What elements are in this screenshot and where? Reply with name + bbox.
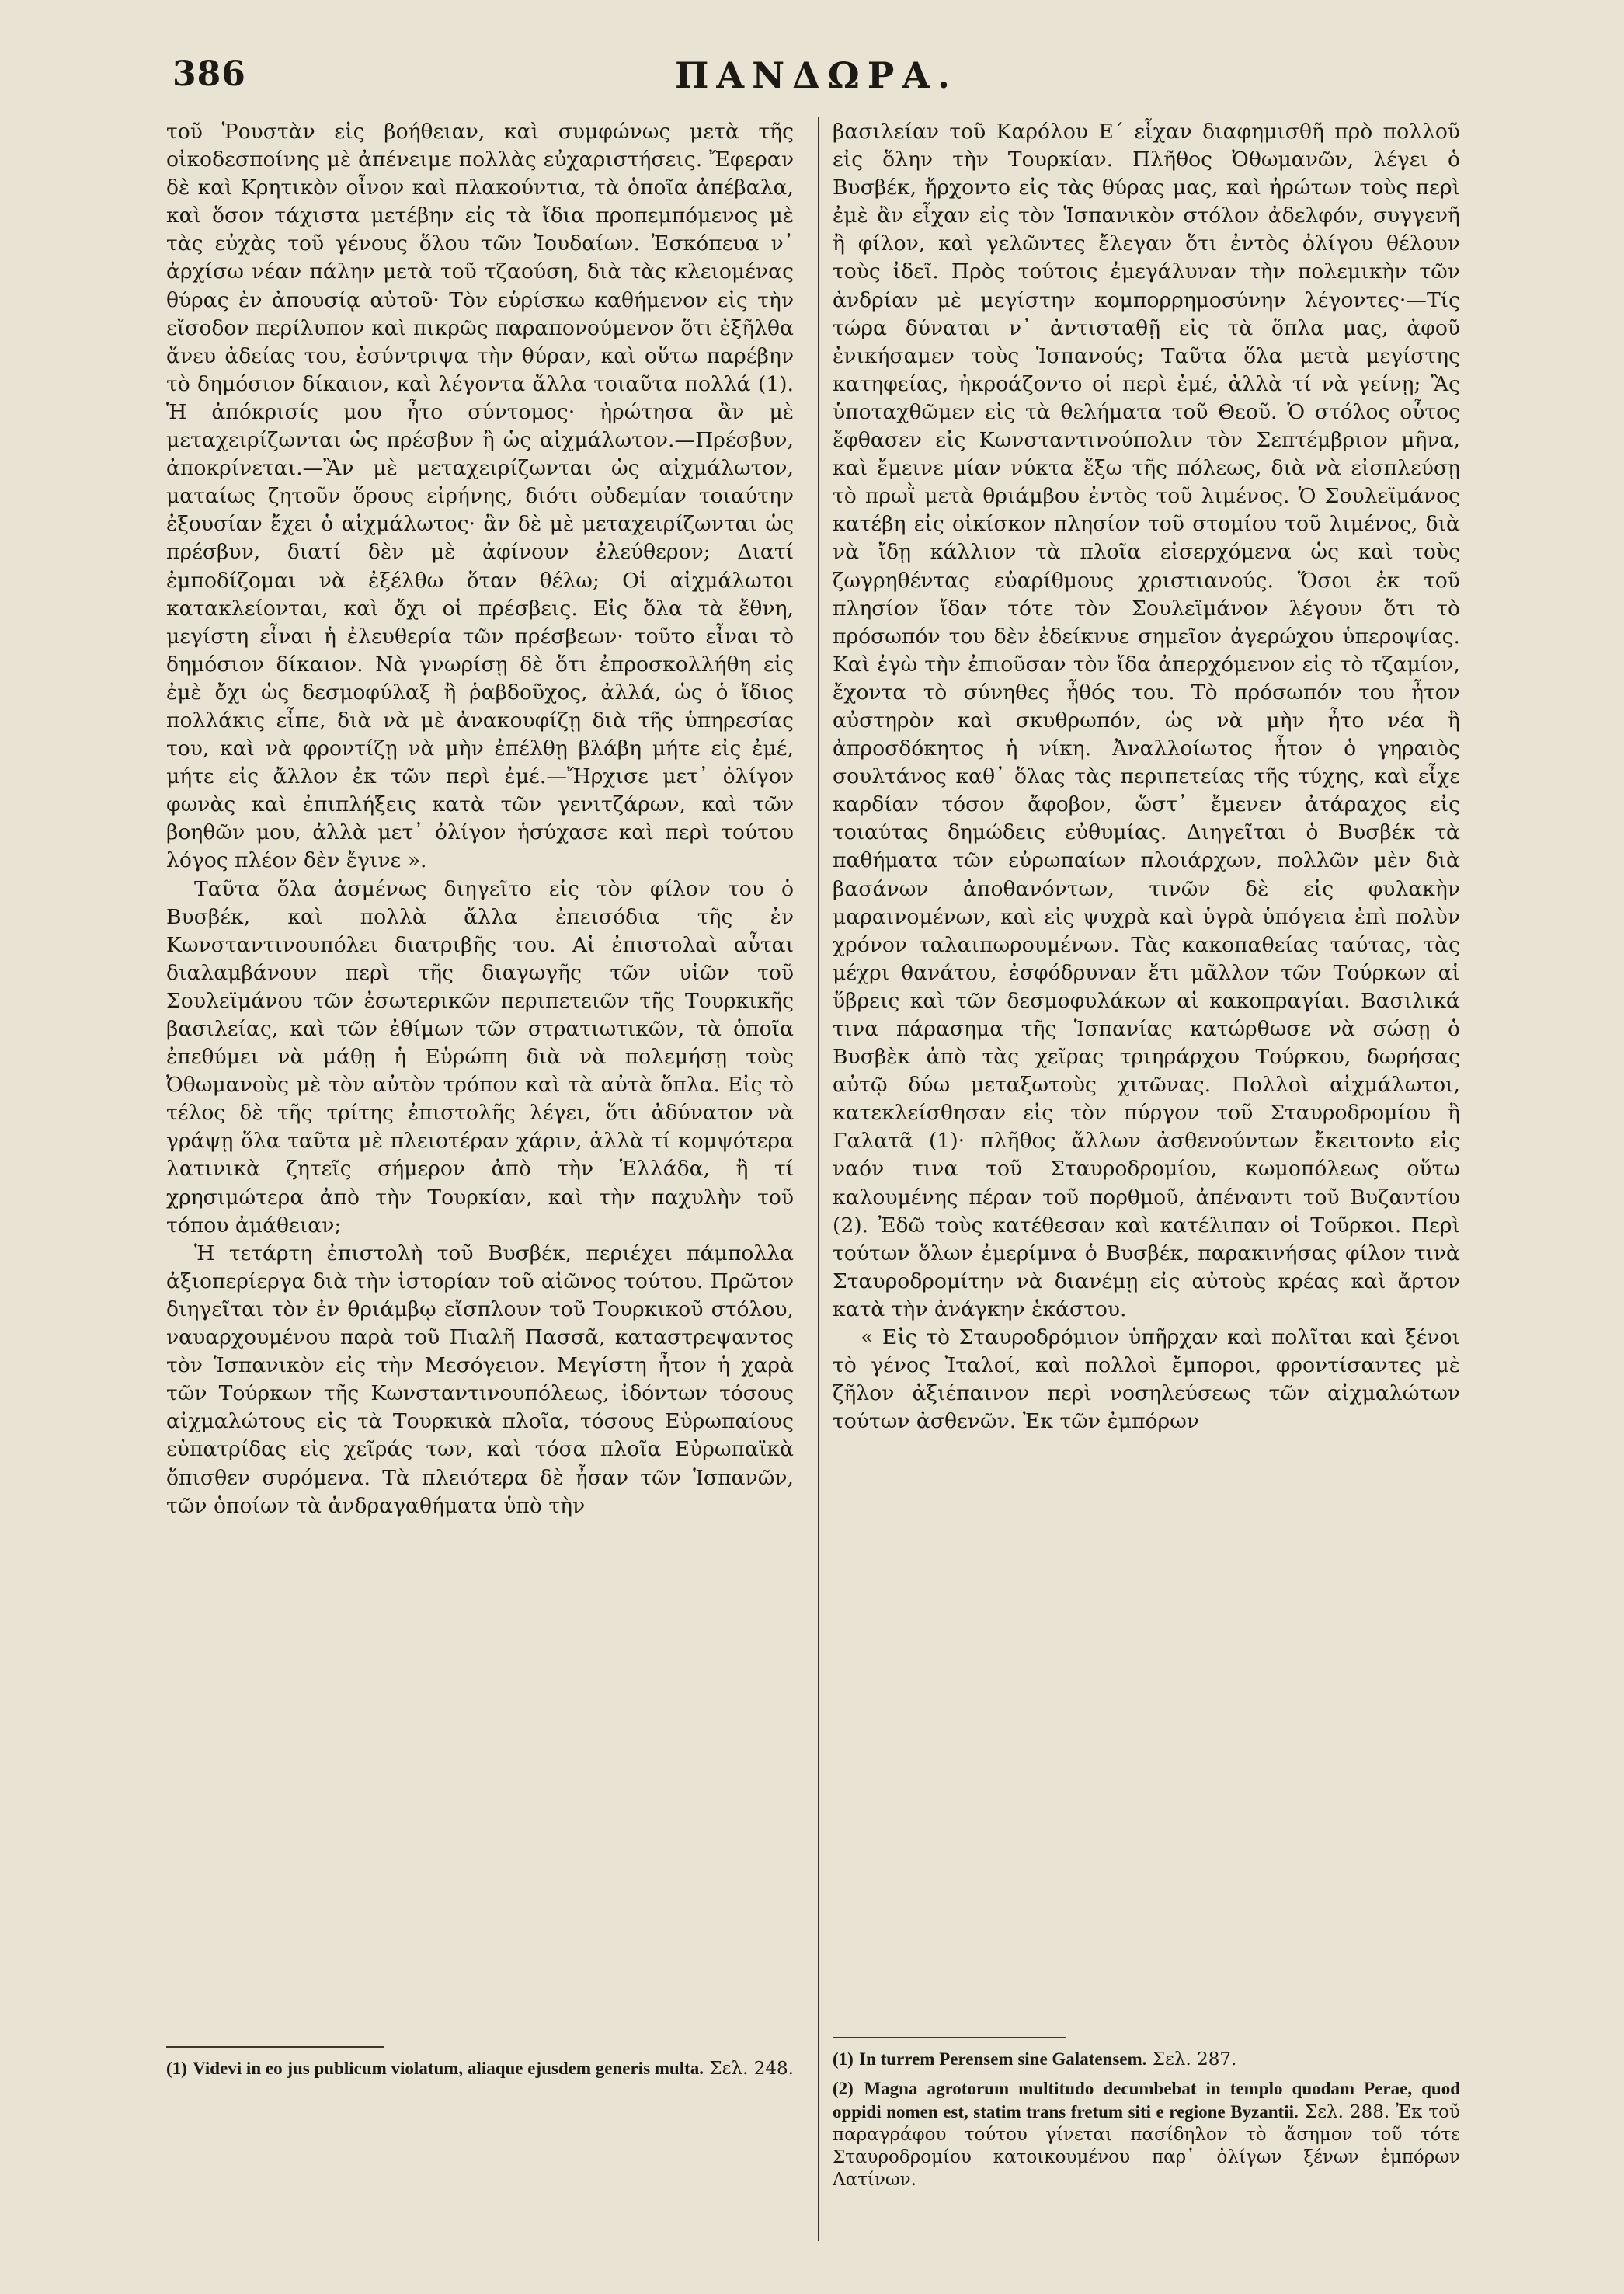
footnote (833, 2077, 1460, 2191)
footnotes-left (166, 2057, 794, 2087)
footnote-ref: Σελ. 248. (709, 2059, 794, 2079)
footnote-rule (833, 2037, 1066, 2038)
footnote-marker: (2) (833, 2079, 854, 2098)
footnote-latin: Videvi in eo jus publicum violatum, aliaque ejusdem generis multa. (193, 2059, 704, 2078)
left-paragraph: Ταῦτα ὅλα ἀσμένως διηγεῖτο εἰς τὸν φίλον του ὁ Βυσβέκ, καὶ πολλὰ ἄλλα ἐπεισόδια τῆς ἐν Κωνσταντινουπόλει διατριβῆς του. Αἱ ἐπιστολαὶ αὗται διαλαμβάνουν περὶ τῆς διαγωγῆς τῶν υἱῶν τοῦ Σουλεϊμάνου τῶν ἐσωτερικῶν περιπετειῶν τῆς Τουρκικῆς βασιλείας, καὶ τῶν ἐθίμων τῶν στρατιωτικῶν, τὰ ὁποῖα ἐπεθύμει νὰ μάθῃ ἡ Εὐρώπη διὰ νὰ πολεμήσῃ τοὺς Ὀθωμανοὺς μὲ τὸν αὐτὸν τρόπον καὶ τὰ αὐτὰ ὅπλα. Εἰς τὸ τέλος δὲ τῆς τρίτης ἐπιστολῆς λέγει, ὅτι ἀδύνατον νὰ γράψῃ ὅλα ταῦτα μὲ πλειοτέραν χάριν, ἀλλὰ τί κομψότερα λατινικὰ ζητεῖς σήμερον ἀπὸ τὴν Ἑλλάδα, ἢ τί χρησιμώτερα ἀπὸ τὴν Τουρκίαν, καὶ τὴν παχυλὴν τοῦ τόπου ἀμάθειαν; (166, 876, 794, 1238)
right-paragraph: βασιλείαν τοῦ Καρόλου Ε΄ εἶχαν διαφημισθῆ πρὸ πολλοῦ εἰς ὅλην τὴν Τουρκίαν. Πλῆθος Ὀθωμανῶν, λέγει ὁ Βυσβέκ, ἤρχοντο εἰς τὰς θύρας μας, καὶ ἠρώτων τοὺς περὶ ἐμὲ ἂν εἶχαν εἰς τὸν Ἱσπανικὸν στόλον ἀδελφόν, συγγενῆ ἢ φίλον, καὶ γελῶντες ἔλεγαν ὅτι ἐντὸς ὀλίγου θέλουν τοὺς ἰδεῖ. Πρὸς τούτοις ἐμεγάλυναν τὴν πολεμικὴν τῶν ἀνδρίαν μὲ μεγίστην κομπορρημοσύνην λέγοντες·—Τίς τώρα δύναται ν᾿ ἀντισταθῇ εἰς τὰ ὅπλα μας, ἀφοῦ ἐνικήσαμεν τοὺς Ἱσπανούς; Ταῦτα ὅλα μετὰ μεγίστης κατηφείας, ἠκροάζοντο οἱ περὶ ἐμέ, ἀλλὰ τί νὰ γείνῃ; Ἂς ὑποταχθῶμεν εἰς τὰ θελήματα τοῦ Θεοῦ. Ὁ στόλος οὗτος ἔφθασεν εἰς Κωνσταντινούπολιν τὸν Σεπτέμβριον μῆνα, καὶ ἔμεινε μίαν νύκτα ἔξω τῆς πόλεως, διὰ νὰ εἰσπλεύσῃ τὸ πρωῒ μετὰ θριάμβου ἐντὸς τοῦ λιμένος. Ὁ Σουλεϊμάνος κατέβη εἰς οἰκίσκον πλησίον τοῦ στομίου τοῦ λιμένος, διὰ νὰ ἴδῃ κάλλιον τὰ πλοῖα εἰσερχόμενα ὡς καὶ τοὺς ζωγρηθέντας εὐαρίθμους χριστιανούς. Ὅσοι ἐκ τοῦ πλησίον ἴδαν τότε τὸν Σουλεϊμάνον λέγουν ὅτι τὸ πρόσωπόν του δὲν ἐδείκνυε σημεῖον ἀγερώχου ὑπεροψίας. Καὶ ἐγὼ τὴν ἐπιοῦσαν τὸν ἴδα ἀπερχόμενον εἰς τὸ τζαμίον, ἔχοντα τὸ σύνηθες ἦθός του. Τὸ πρόσωπόν του ἦτον αὐστηρὸν καὶ σκυθρωπόν, ὡς νὰ μὴν ἦτο νέα ἢ ἀπροσδόκητος ἡ νίκη. Ἀναλλοίωτος ἦτον ὁ γηραιὸς σουλτάνος καθ᾿ ὅλας τὰς περιπετείας τῆς τύχης, καὶ εἶχε καρδίαν τόσον ἄφοβον, ὥστ᾿ ἔμενεν ἀτάραχος εἰς τοιαύτας δημώδεις εὐθυμίας. Διηγεῖται ὁ Βυσβέκ τὰ παθήματα τῶν εὐρωπαίων πλοιάρχων, πολλῶν μὲν διὰ βασάνων ἀποθανόντων, τινῶν δὲ εἰς φυλακὴν μαραινομένων, καὶ εἰς ψυχρὰ καὶ ὑγρὰ ὑπόγεια ἐπὶ πολὺν χρόνον ταλαιπωρουμένων. Τὰς κακοπαθείας ταύτας, τὰς μέχρι θανάτου, ἐσφόδρυναν ἔτι μᾶλλον τῶν Τούρκων αἱ ὕβρεις καὶ τῶν δεσμοφυλάκων αἱ κακοπραγίαι. Βασιλικά τινα πάρασημα τῆς Ἱσπανίας κατώρθωσε νὰ σώσῃ ὁ Βυσβὲκ ἀπὸ τὰς χεῖρας τριηράρχου Τούρκου, δωρήσας αὐτῷ δύω μεταξωτοὺς χιτῶνας. Πολλοὶ αἰχμάλωτοι, κατεκλείσθησαν εἰς τὸν πύργον τοῦ Σταυροδρομίου ἢ Γαλατᾶ (1)· πλῆθος ἄλλων ἀσθενούντων ἔκειτονto εἰς ναόν τινα τοῦ Σταυροδρομίου, κωμοπόλεως οὕτω καλουμένης πέραν τοῦ πορθμοῦ, ἀπέναντι τοῦ Βυζαντίου (2). Ἐδῶ τοὺς κατέθεσαν καὶ κατέλιπαν οἱ Τοῦρκοι. Περὶ τούτων ὅλων ἐμερίμνα ὁ Βυσβέκ, παρακινήσας φίλον τινὰ Σταυροδρομίτην νὰ διανέμῃ εἰς αὐτοὺς κρέας καὶ ἄρτον κατὰ τὴν ἀνάγκην ἑκάστου. (833, 120, 1460, 1321)
column-divider (818, 117, 819, 2241)
page-number: 386 (172, 54, 246, 94)
footnote (833, 2048, 1460, 2071)
left-column (166, 118, 794, 1520)
footnote-latin: In turrem Perensem sine Galatensem. (859, 2049, 1147, 2069)
footnote-marker: (1) (833, 2049, 854, 2069)
footnote-latin: Magna agrotorum multitudo decumbebat in templo quodam Perae, quod oppidi nomen est, statim trans fretum siti e regione Byzantii. (833, 2079, 1461, 2122)
footnote-ref: Σελ. 287. (1152, 2049, 1237, 2069)
footnote-marker: (1) (166, 2059, 187, 2078)
right-paragraph: « Εἰς τὸ Σταυροδρόμιον ὑπῆρχαν καὶ πολῖται καὶ ξένοι τὸ γένος Ἰταλοί, καὶ πολλοὶ ἔμποροι, φροντίσαντες μὲ ζῆλον ἀξιέπαινον περὶ νοσηλεύσεως τῶν αἰχμαλώτων τούτων ἀσθενῶν. Ἐκ τῶν ἐμπόρων (833, 1325, 1460, 1434)
right-column (833, 118, 1460, 1436)
page-header (172, 54, 1460, 101)
left-paragraph: Ἡ τετάρτη ἐπιστολὴ τοῦ Βυσβέκ, περιέχει πάμπολλα ἀξιοπερίεργα διὰ τὴν ἱστορίαν τοῦ αἰῶνος τούτου. Πρῶτον διηγεῖται τὸν ἐν θριάμβῳ εἴσπλουν τοῦ Τουρκικοῦ στόλου, ναυαρχουμένου παρὰ τοῦ Πιαλῆ Πασσᾶ, καταστρεψαντος τὸν Ἱσπανικὸν εἰς τὴν Μεσόγειον. Μεγίστη ἦτον ἡ χαρὰ τῶν Τούρκων τῆς Κωνσταντινουπόλεως, ἰδόντων τόσους αἰχμαλώτους εἰς τὰ Τουρκικὰ πλοῖα, τόσους Εὐρωπαίους εὐπατρίδας εἰς χεῖράς των, καὶ τόσα πλοῖα Εὐρωπαϊκὰ ὄπισθεν συρόμενα. Τὰ πλειότερα δὲ ἦσαν τῶν Ἱσπανῶν, τῶν ὁποίων τὰ ἀνδραγαθήματα ὑπὸ τὴν (166, 1241, 794, 1518)
left-paragraph: τοῦ Ῥουστὰν εἰς βοήθειαν, καὶ συμφώνως μετὰ τῆς οἰκοδεσποίνης μὲ ἀπένειμε πολλὰς εὐχαριστήσεις. Ἔφεραν δὲ καὶ Κρητικὸν οἶνον καὶ πλακούντια, τὰ ὁποῖα ἀπέβαλα, καὶ ὅσον τάχιστα μετέβην εἰς τὰ ἴδια προπεμπόμενος μὲ τὰς εὐχὰς τοῦ γένους ὅλου τῶν Ἰουδαίων. Ἐσκόπευα ν᾿ ἀρχίσω νέαν πάλην μετὰ τοῦ τζαούση, διὰ τὰς κλειομένας θύρας ἐν ἀπουσίᾳ αὐτοῦ· Τὸν εὑρίσκω καθήμενον εἰς τὴν εἴσοδον περίλυπον καὶ πικρῶς παραπονούμενον ὅτι ἐξῆλθα ἄνευ ἀδείας του, ἐσύντριψα τὴν θύραν, καὶ οὕτω παρέβην τὸ δημόσιον δίκαιον, καὶ λέγοντα ἄλλα τοιαῦτα πολλά (1). Ἡ ἀπόκρισίς μου ἦτο σύντομος· ἠρώτησα ἂν μὲ μεταχειρίζωνται ὡς πρέσβυν ἢ ὡς αἰχμάλωτον.—Πρέσβυν, ἀποκρίνεται.—Ἂν μὲ μεταχειρίζωνται ὡς αἰχμάλωτον, ματαίως ζητοῦν ὅρους εἰρήνης, διότι οὐδεμίαν τοιαύτην ἐξουσίαν ἔχει ὁ αἰχμάλωτος· ἂν δὲ μὲ μεταχειρίζωνται ὡς πρέσβυν, διατί δὲν μὲ ἀφίνουν ἐλεύθερον; Διατί ἐμποδίζομαι νὰ ἐξέλθω ὅταν θέλω; Οἱ αἰχμάλωτοι κατακλείονται, καὶ ὄχι οἱ πρέσβεις. Εἰς ὅλα τὰ ἔθνη, μεγίστη εἶναι ἡ ἐλευθερία τῶν πρέσβεων· τοῦτο εἶναι τὸ δημόσιον δίκαιον. Νὰ γνωρίσῃ δὲ ὅτι ἐπροσκολλήθη εἰς ἐμὲ ὄχι ὡς δεσμοφύλαξ ἢ ῥαβδοῦχος, ἀλλά, ὡς ὁ ἴδιος πολλάκις εἶπε, διὰ νὰ μὲ ἀνακουφίζῃ διὰ τῆς ὑπηρεσίας του, καὶ νὰ φροντίζῃ νὰ μὴν ἐπέλθῃ βλάβη μήτε εἰς ἐμέ, μήτε εἰς ἄλλον ἐκ τῶν περὶ ἐμέ.—Ἤρχισε μετ᾿ ὀλίγον φωνὰς καὶ ἐπιπλήξεις κατὰ τῶν γενιτζάρων, καὶ τῶν βοηθῶν μου, ἀλλὰ μετ᾿ ὀλίγον ἡσύχασε καὶ περὶ τούτου λόγος πλέον δὲν ἔγινε ». (166, 120, 794, 873)
footnote-ref: Σελ. 288. Ἐκ τοῦ παραγράφου τούτου γίνεται πασίδηλον τὸ ἄσημον τοῦ τότε Σταυροδρομίου κατοικουμένου παρ᾿ ὀλίγων ξένων ἐμπόρων Λατίνων. (833, 2102, 1460, 2190)
footnotes-right (833, 2048, 1460, 2198)
footnote (166, 2057, 794, 2080)
running-title: ΠΑΝΔΩΡΑ. (674, 54, 958, 96)
footnote-rule (166, 2046, 384, 2048)
